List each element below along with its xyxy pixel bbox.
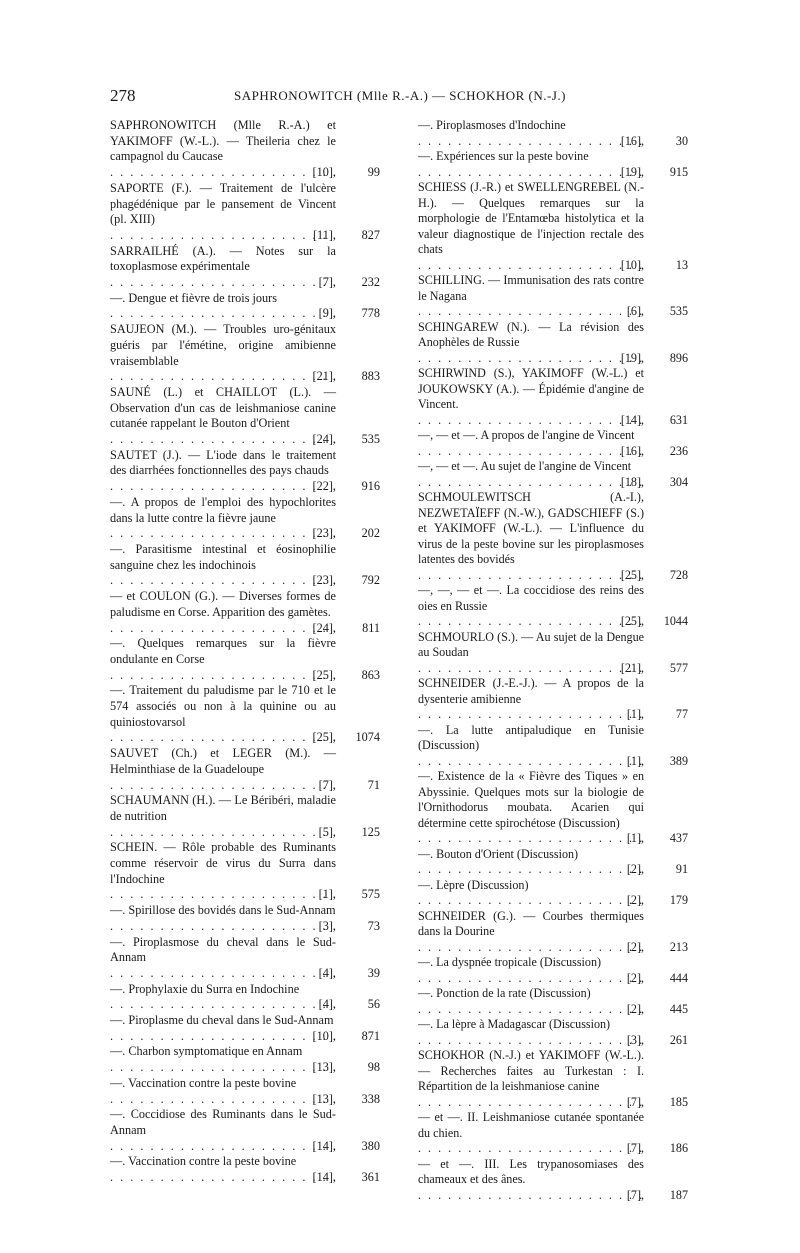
index-column-left bbox=[110, 118, 380, 1186]
entry-text: —. Expériences sur la peste bovine bbox=[418, 149, 589, 163]
index-entry bbox=[418, 490, 688, 583]
entry-volume-ref: . . . [4], bbox=[110, 997, 336, 1013]
index-entry bbox=[110, 181, 380, 244]
index-entry bbox=[418, 366, 688, 428]
entry-text: SCHEIN. — Rôle probable des Ruminants comme réservoir de virus du Surra dans l'Indochine bbox=[110, 840, 336, 886]
index-entry bbox=[110, 448, 380, 495]
entry-page-number: 778 bbox=[361, 306, 380, 321]
entry-volume-ref: . . . [7], bbox=[418, 1188, 644, 1204]
entry-text: SAPHRONOWITCH (Mlle R.-A.) et YAKIMOFF (W.-L.). — Theileria chez le campagnol du Caucase bbox=[110, 118, 336, 164]
entry-page-number: 631 bbox=[669, 412, 688, 427]
entry-volume-ref: . . . [10], bbox=[418, 258, 644, 274]
entry-volume-ref: . . . [7], bbox=[418, 1141, 644, 1157]
entry-text: —. La lutte antipaludique en Tunisie (Discussion) bbox=[418, 722, 644, 752]
entry-text: SAUTET (J.). — L'iode dans le traitement des diarrhées fonctionnelles des pays chauds bbox=[110, 447, 336, 478]
page-header bbox=[110, 86, 690, 110]
entry-volume-ref: . . . [3], bbox=[418, 1033, 644, 1049]
entry-page-number: 261 bbox=[669, 1032, 688, 1047]
entry-page-number: 91 bbox=[675, 862, 688, 876]
entry-volume-ref: . . . [21], bbox=[418, 661, 644, 677]
entry-text: —. Vaccination contre la peste bovine bbox=[110, 1075, 297, 1090]
index-entry bbox=[418, 955, 688, 986]
entry-page-number: 883 bbox=[361, 369, 380, 384]
entry-page-number: 792 bbox=[361, 573, 380, 588]
index-entry bbox=[110, 322, 380, 385]
index-entry bbox=[418, 723, 688, 770]
index-entry bbox=[110, 589, 380, 636]
entry-volume-ref: . . . [24], bbox=[110, 432, 336, 448]
entry-volume-ref: . . . [5], bbox=[110, 825, 336, 841]
entry-text: —. La dyspnée tropicale (Discussion) bbox=[418, 955, 602, 969]
entry-page-number: 380 bbox=[361, 1138, 380, 1153]
index-entry bbox=[110, 542, 380, 589]
entry-volume-ref: . . . [24], bbox=[110, 621, 336, 637]
entry-volume-ref: . . . [23], bbox=[110, 573, 336, 589]
entry-volume-ref: . . . [1], bbox=[418, 754, 644, 770]
entry-volume-ref: . . . [14], bbox=[110, 1139, 336, 1155]
entry-page-number: 916 bbox=[361, 479, 380, 494]
entry-text: —. Lèpre (Discussion) bbox=[418, 877, 529, 892]
page-number: 278 bbox=[110, 86, 136, 105]
index-entry bbox=[418, 180, 688, 273]
entry-page-number: 13 bbox=[675, 257, 688, 272]
entry-page-number: 535 bbox=[669, 304, 688, 318]
entry-page-number: 1044 bbox=[663, 614, 688, 628]
entry-page-number: 575 bbox=[361, 887, 380, 902]
entry-volume-ref: . . . [2], bbox=[418, 862, 644, 878]
index-entry bbox=[110, 903, 380, 934]
index-entry bbox=[418, 583, 688, 630]
entry-volume-ref: . . . [25], bbox=[418, 614, 644, 630]
index-entry bbox=[418, 909, 688, 956]
entry-volume-ref: . . . [19], bbox=[418, 165, 644, 181]
entry-volume-ref: . . . [1], bbox=[110, 887, 336, 903]
entry-page-number: 915 bbox=[669, 164, 688, 179]
index-entry bbox=[418, 428, 688, 459]
entry-page-number: 361 bbox=[361, 1170, 380, 1185]
index-column-right bbox=[418, 118, 688, 1203]
index-entry bbox=[418, 118, 688, 149]
entry-text: SCHIESS (J.-R.) et SWELLENGREBEL (N.-H.). — Quelques remarques sur la morphologie de l'Entamœba histolytica et la valeur diagnostique de l'injection rectale des chats bbox=[418, 180, 644, 256]
entry-volume-ref: . . . [10], bbox=[110, 165, 336, 181]
index-entry bbox=[418, 676, 688, 723]
index-entry bbox=[110, 118, 380, 181]
entry-text: SAPORTE (F.). — Traitement de l'ulcère phagédénique par le pansement de Vincent (pl. XIII) bbox=[110, 180, 336, 227]
entry-page-number: 338 bbox=[361, 1091, 380, 1106]
entry-text: SAUVET (Ch.) et LEGER (M.). — Helminthiase de la Guadeloupe bbox=[110, 746, 336, 776]
entry-volume-ref: . . . [16], bbox=[418, 444, 644, 460]
entry-text: —. Ponction de la rate (Discussion) bbox=[418, 986, 591, 1000]
entry-volume-ref: . . . [25], bbox=[418, 568, 644, 584]
entry-volume-ref: . . . [1], bbox=[418, 831, 644, 847]
index-entry bbox=[418, 878, 688, 909]
entry-volume-ref: . . . [7], bbox=[110, 778, 336, 794]
entry-page-number: 535 bbox=[361, 432, 380, 447]
entry-text: — et —. II. Leishmaniose cutanée spontanée du chien. bbox=[418, 1110, 644, 1140]
entry-volume-ref: . . . [21], bbox=[110, 369, 336, 385]
index-entry bbox=[418, 1017, 688, 1048]
entry-text: —. Piroplasmose du cheval dans le Sud-Annam bbox=[110, 934, 336, 965]
entry-volume-ref: . . . [18], bbox=[418, 475, 644, 491]
entry-text: —, — et —. A propos de l'angine de Vincent bbox=[418, 428, 635, 442]
index-entry bbox=[418, 459, 688, 490]
entry-volume-ref: . . . [11], bbox=[110, 228, 336, 244]
entry-text: —, —, — et —. La coccidiose des reins des oies en Russie bbox=[418, 583, 644, 613]
entry-volume-ref: . . . [14], bbox=[418, 413, 644, 429]
entry-text: —. Piroplasme du cheval dans le Sud-Annam bbox=[110, 1013, 334, 1028]
index-entry bbox=[418, 149, 688, 180]
entry-volume-ref: . . . [10], bbox=[110, 1029, 336, 1045]
entry-page-number: 186 bbox=[669, 1141, 688, 1155]
entry-text: SCHOKHOR (N.-J.) et YAKIMOFF (W.-L.). — Recherches faites au Turkestan : I. Répartition de la leishmaniose canine bbox=[418, 1048, 644, 1093]
entry-volume-ref: . . . [9], bbox=[110, 306, 336, 322]
index-entry bbox=[110, 636, 380, 683]
entry-text: —. La lèpre à Madagascar (Discussion) bbox=[418, 1017, 611, 1031]
entry-page-number: 1074 bbox=[355, 730, 380, 745]
entry-text: — et —. III. Les trypanosomiases des chameaux et des ânes. bbox=[418, 1156, 644, 1186]
entry-text: —. Existence de la « Fièvre des Tiques » en Abyssinie. Quelques mots sur la biologie de l'Ornithodorus moubata. Acarien qui détermine cette spirochétose (Discussion) bbox=[418, 769, 644, 830]
entry-page-number: 444 bbox=[669, 970, 688, 985]
entry-page-number: 896 bbox=[669, 350, 688, 365]
entry-text: SCHNEIDER (G.). — Courbes thermiques dans la Dourine bbox=[418, 908, 644, 938]
entry-text: —. Prophylaxie du Surra en Indochine bbox=[110, 981, 300, 996]
entry-volume-ref: . . . [4], bbox=[110, 966, 336, 982]
index-entry bbox=[418, 847, 688, 878]
entry-page-number: 187 bbox=[669, 1187, 688, 1202]
entry-volume-ref: . . . [2], bbox=[418, 971, 644, 987]
entry-volume-ref: . . . [2], bbox=[418, 893, 644, 909]
entry-text: —. Spirillose des bovidés dans le Sud-Annam bbox=[110, 903, 336, 918]
entry-page-number: 827 bbox=[361, 227, 380, 242]
entry-page-number: 99 bbox=[367, 165, 380, 180]
entry-text: —. Dengue et fièvre de trois jours bbox=[110, 290, 278, 305]
entry-text: SAUJEON (M.). — Troubles uro-génitaux guéris par l'émétine, origine amibienne vraisemblable bbox=[110, 322, 336, 368]
entry-page-number: 871 bbox=[361, 1028, 380, 1043]
entry-text: SCHINGAREW (N.). — La révision des Anophèles de Russie bbox=[418, 319, 644, 349]
entry-text: —. Piroplasmoses d'Indochine bbox=[418, 118, 566, 132]
entry-volume-ref: . . . [2], bbox=[418, 940, 644, 956]
index-entry bbox=[110, 385, 380, 448]
entry-volume-ref: . . . [22], bbox=[110, 479, 336, 495]
entry-volume-ref: . . . [14], bbox=[110, 1170, 336, 1186]
index-entry bbox=[418, 630, 688, 677]
entry-text: — et COULON (G.). — Diverses formes de paludisme en Corse. Apparition des gamètes. bbox=[110, 589, 336, 619]
index-entry bbox=[110, 1044, 380, 1075]
index-entry bbox=[418, 273, 688, 320]
index-entry bbox=[110, 683, 380, 746]
entry-page-number: 811 bbox=[362, 620, 380, 635]
entry-volume-ref: . . . [6], bbox=[418, 304, 644, 320]
entry-page-number: 577 bbox=[669, 660, 688, 675]
index-entry bbox=[418, 1110, 688, 1157]
index-entry bbox=[418, 1157, 688, 1204]
entry-volume-ref: . . . [13], bbox=[110, 1092, 336, 1108]
entry-text: SCHIRWIND (S.), YAKIMOFF (W.-L.) et JOUKOWSKY (A.). — Épidémie d'angine de Vincent. bbox=[418, 366, 644, 411]
entry-page-number: 30 bbox=[675, 133, 688, 148]
entry-page-number: 389 bbox=[669, 753, 688, 768]
entry-page-number: 73 bbox=[367, 918, 380, 933]
index-entry bbox=[418, 1048, 688, 1110]
entry-page-number: 437 bbox=[669, 831, 688, 845]
entry-page-number: 202 bbox=[361, 526, 380, 541]
entry-page-number: 213 bbox=[669, 939, 688, 954]
entry-text: SAUNÉ (L.) et CHAILLOT (L.). — Observation d'un cas de leishmaniose canine cutanée rappelant le Bouton d'Orient bbox=[110, 384, 336, 431]
index-entry bbox=[110, 291, 380, 322]
index-entry bbox=[110, 1107, 380, 1154]
entry-volume-ref: . . . [7], bbox=[110, 275, 336, 291]
entry-volume-ref: . . . [25], bbox=[110, 668, 336, 684]
entry-page-number: 236 bbox=[669, 443, 688, 458]
entry-volume-ref: . . . [13], bbox=[110, 1060, 336, 1076]
entry-text: —. Quelques remarques sur la fièvre ondulante en Corse bbox=[110, 636, 336, 666]
index-entry bbox=[110, 935, 380, 982]
entry-volume-ref: . . . [16], bbox=[418, 134, 644, 150]
entry-page-number: 71 bbox=[367, 777, 380, 792]
index-entry bbox=[110, 1154, 380, 1185]
index-entry bbox=[110, 746, 380, 793]
entry-text: SCHMOURLO (S.). — Au sujet de la Dengue au Soudan bbox=[418, 629, 644, 659]
entry-page-number: 125 bbox=[361, 824, 380, 839]
index-entry bbox=[110, 982, 380, 1013]
entry-text: —. Bouton d'Orient (Discussion) bbox=[418, 846, 579, 861]
entry-volume-ref: . . . [19], bbox=[418, 351, 644, 367]
index-entry bbox=[418, 986, 688, 1017]
entry-page-number: 728 bbox=[669, 567, 688, 582]
entry-text: —. Parasitisme intestinal et éosinophilie sanguine chez les indochinois bbox=[110, 541, 336, 572]
entry-page-number: 39 bbox=[367, 965, 380, 980]
index-entry bbox=[418, 769, 688, 847]
entry-text: —. Vaccination contre la peste bovine bbox=[110, 1154, 297, 1169]
entry-volume-ref: . . . [1], bbox=[418, 707, 644, 723]
entry-text: —, — et —. Au sujet de l'angine de Vincent bbox=[418, 459, 632, 473]
entry-page-number: 56 bbox=[367, 997, 380, 1012]
entry-text: SCHAUMANN (H.). — Le Béribéri, maladie de nutrition bbox=[110, 793, 336, 823]
entry-page-number: 77 bbox=[675, 707, 688, 721]
entry-volume-ref: . . . [7], bbox=[418, 1095, 644, 1111]
entry-text: SCHNEIDER (J.-E.-J.). — A propos de la dysenterie amibienne bbox=[418, 676, 644, 706]
entry-text: SCHILLING. — Immunisation des rats contre le Nagana bbox=[418, 273, 644, 303]
entry-volume-ref: . . . [25], bbox=[110, 730, 336, 746]
entry-volume-ref: . . . [3], bbox=[110, 919, 336, 935]
index-entry bbox=[110, 1013, 380, 1044]
entry-page-number: 185 bbox=[669, 1094, 688, 1109]
entry-page-number: 445 bbox=[669, 1001, 688, 1016]
index-entry bbox=[110, 793, 380, 840]
entry-text: —. Coccidiose des Ruminants dans le Sud-Annam bbox=[110, 1107, 336, 1137]
entry-page-number: 863 bbox=[361, 667, 380, 682]
entry-page-number: 232 bbox=[361, 275, 380, 290]
entry-text: —. Traitement du paludisme par le 710 et le 574 associés ou non à la quinine ou au quiniostovarsol bbox=[110, 683, 336, 729]
entry-text: SCHMOULEWITSCH (A.-I.), NEZWETAÏEFF (N.-W.), GADSCHIEFF (S.) et YAKIMOFF (W.-L.). — L'influence du virus de la peste bovine sur les piroplasmoses latentes des bovidés bbox=[418, 490, 644, 566]
entry-volume-ref: . . . [2], bbox=[418, 1002, 644, 1018]
index-entry bbox=[110, 1076, 380, 1107]
index-entry bbox=[418, 320, 688, 367]
entry-text: —. Charbon symptomatique en Annam bbox=[110, 1044, 303, 1059]
index-entry bbox=[110, 840, 380, 903]
entry-page-number: 179 bbox=[669, 893, 688, 907]
entry-text: —. A propos de l'emploi des hypochlorites dans la lutte contre la fièvre jaune bbox=[110, 494, 336, 525]
entry-page-number: 98 bbox=[367, 1060, 380, 1075]
running-head: SAPHRONOWITCH (Mlle R.-A.) — SCHOKHOR (N.-J.) bbox=[234, 88, 566, 103]
index-entry bbox=[110, 495, 380, 542]
entry-page-number: 304 bbox=[669, 474, 688, 489]
entry-text: SARRAILHÉ (A.). — Notes sur la toxoplasmose expérimentale bbox=[110, 243, 336, 274]
index-entry bbox=[110, 244, 380, 291]
entry-volume-ref: . . . [23], bbox=[110, 526, 336, 542]
